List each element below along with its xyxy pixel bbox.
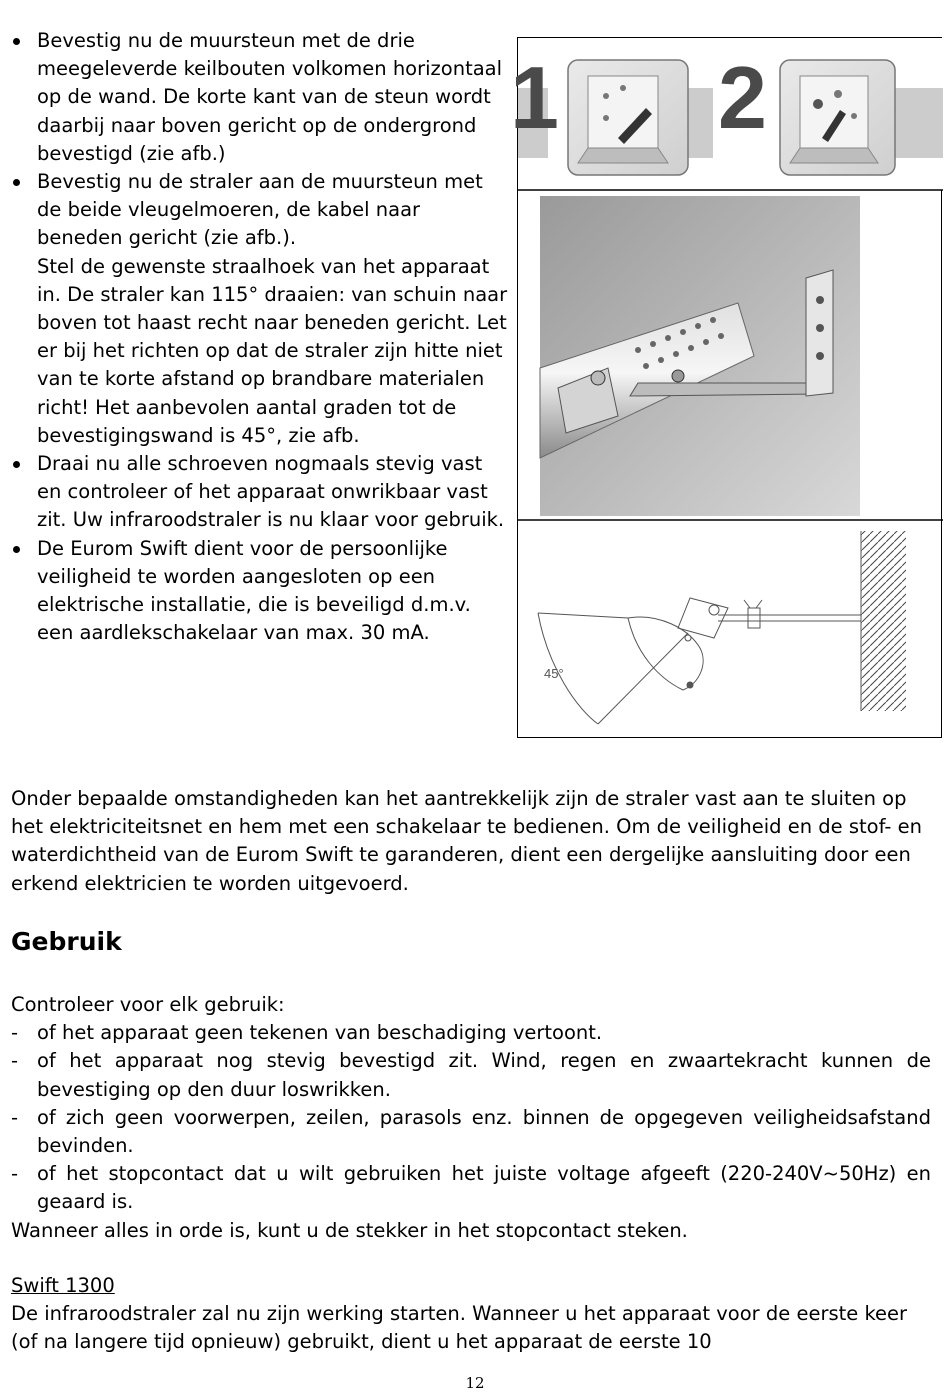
model-paragraph: De infraroodstraler zal nu zijn werking starten. Wanneer u het apparaat voor de eerste keer (of na langere tijd opnieuw) gebruikt, dient u het apparaat de eerste 10 — [11, 1302, 908, 1354]
bullet-item: Draai nu alle schroeven nogmaals stevig vast en controleer of het apparaat onwrikbaar vast zit. Uw infraroodstraler is nu klaar voor gebruik. — [11, 450, 511, 535]
checklist-outro: Wanneer alles in orde is, kunt u de stekker in het stopcontact steken. — [11, 1218, 688, 1242]
step-number-2: 2 — [718, 48, 767, 147]
model-section — [11, 1272, 931, 1357]
pre-use-checklist — [11, 991, 931, 1245]
model-subheading: Swift 1300 — [11, 1274, 115, 1297]
mounting-figure — [510, 37, 942, 738]
angle-diagram-panel — [538, 531, 906, 724]
bullet-item: Bevestig nu de straler aan de muursteun met de beide vleugelmoeren, de kabel naar beneden gericht (zie afb.). Stel de gewenste straalhoek van het apparaat in. De straler kan 115° draaien: van schuin naar boven tot haast recht naar beneden gericht. Let er bij het richten op dat de straler zijn hitte niet van te korte afstand op brandbare materialen richt! Het aanbevolen aantal graden tot de bevestigingswand is 45°, zie afb. — [11, 168, 511, 450]
step1-bracket-photo — [568, 60, 688, 175]
page-number: 12 — [465, 1374, 485, 1392]
bullet-item: Bevestig nu de muursteun met de drie meegeleverde keilbouten volkomen horizontaal op de wand. De korte kant van de steun wordt daarbij naar boven gericht op de ondergrond bevestigd (zie afb.) — [11, 27, 511, 168]
step-number-1: 1 — [510, 48, 559, 147]
step-photos-panel — [510, 38, 943, 190]
bullet-item: De Eurom Swift dient voor de persoonlijke veiligheid te worden aangesloten op een elektrische installatie, die is beveiligd d.m.v. een aardlekschakelaar van max. 30 mA. — [11, 535, 511, 648]
heater-photo-panel — [518, 196, 943, 520]
mounting-bullet-list — [11, 27, 511, 647]
step2-bracket-photo — [780, 60, 895, 175]
checklist-item: - of het apparaat geen tekenen van beschadiging vertoont. — [11, 1019, 931, 1047]
checklist-item: - of het stopcontact dat u wilt gebruiken het juiste voltage afgeeft (220-240V~50Hz) en geaard is. — [11, 1160, 931, 1216]
checklist-items — [11, 1019, 931, 1216]
checklist-item: - of zich geen voorwerpen, zeilen, parasols enz. binnen de opgegeven veiligheidsafstand bevinden. — [11, 1104, 931, 1160]
checklist-item: - of het apparaat nog stevig bevestigd zit. Wind, regen en zwaartekracht kunnen de bevestiging op den duur loswrikken. — [11, 1047, 931, 1103]
section-heading: Gebruik — [11, 927, 122, 956]
checklist-intro: Controleer voor elk gebruik: — [11, 993, 285, 1016]
angle-label: 45° — [544, 666, 564, 681]
bullet-continuation: Stel de gewenste straalhoek van het apparaat in. De straler kan 115° draaien: van schuin naar boven tot haast recht naar beneden gericht. Let er bij het richten op dat de straler zijn hitte niet van te korte afstand op brandbare materialen richt! Het aanbevolen aantal graden tot de bevestigingswand is 45°, zie afb. — [37, 254, 508, 447]
fixed-connection-paragraph: Onder bepaalde omstandigheden kan het aantrekkelijk zijn de straler vast aan te sluiten op het elektriciteitsnet en hem met een schakelaar te bedienen. Om de veiligheid en de stof- en waterdichtheid van de Eurom Swift te garanderen, dient een dergelijke aansluiting door een erkend elektricien te worden uitgevoerd. — [11, 787, 923, 895]
mounting-instructions — [11, 27, 511, 647]
